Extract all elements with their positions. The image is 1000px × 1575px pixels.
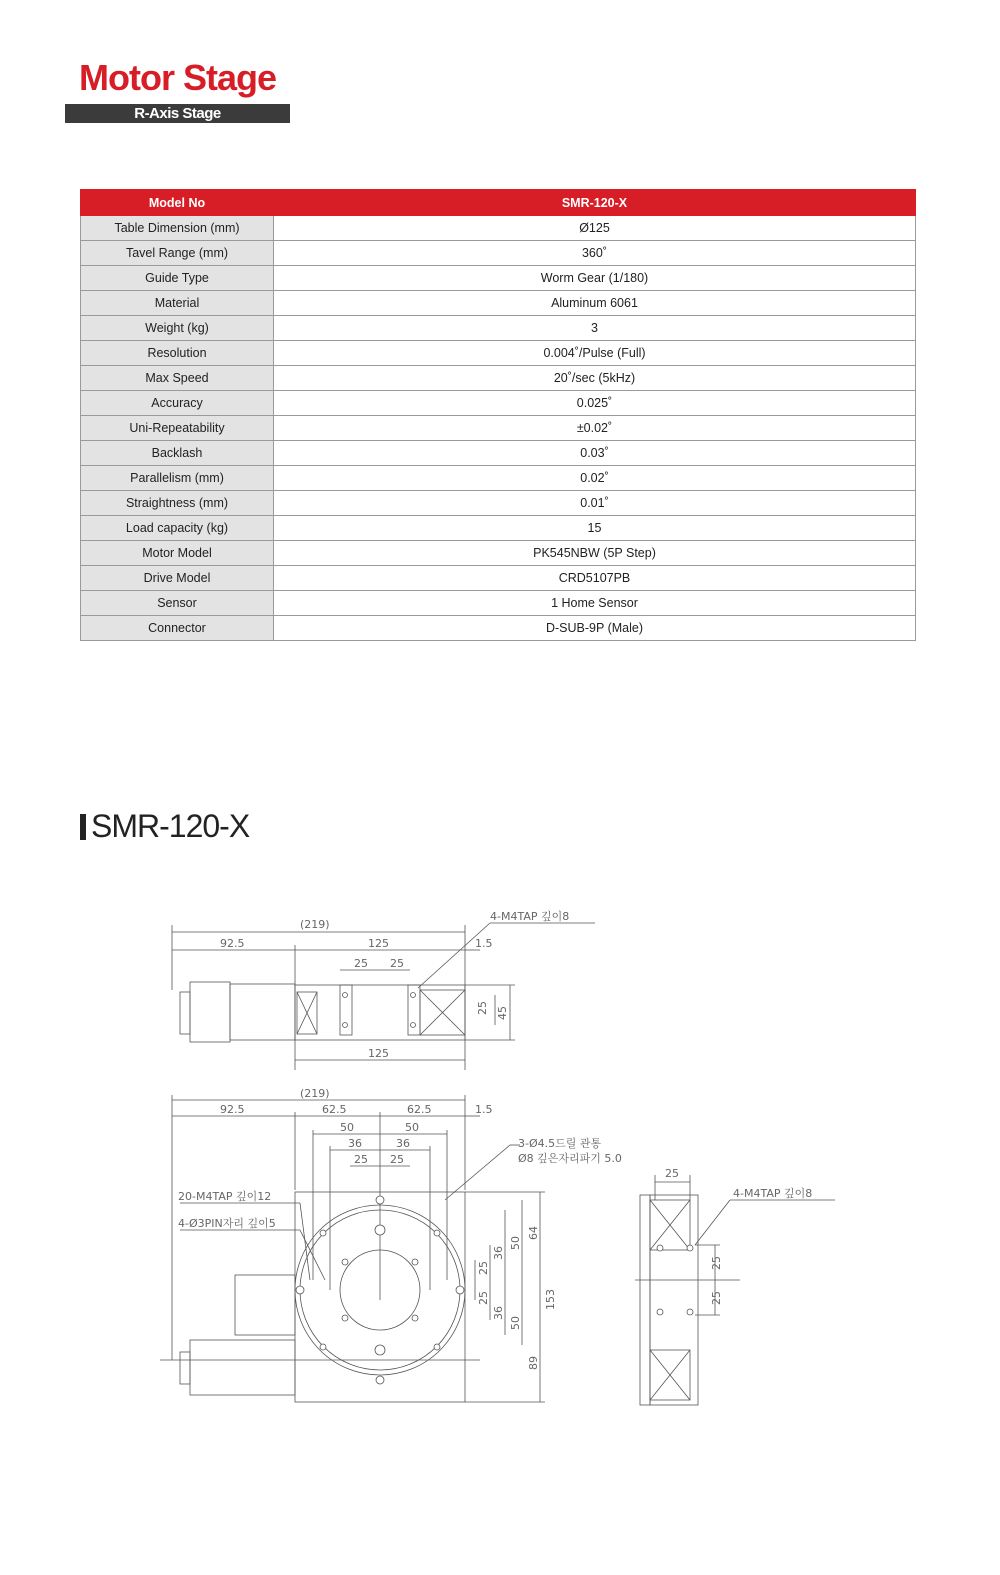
dim-label: 25 xyxy=(354,1153,368,1166)
row-value: Aluminum 6061 xyxy=(274,291,916,316)
row-label: Drive Model xyxy=(81,566,274,591)
note-label: 4-Ø3PIN자리 깊이5 xyxy=(178,1217,276,1230)
row-label: Guide Type xyxy=(81,266,274,291)
dim-label: 50 xyxy=(405,1121,419,1134)
row-value: PK545NBW (5P Step) xyxy=(274,541,916,566)
row-label: Material xyxy=(81,291,274,316)
dim-label: 36 xyxy=(396,1137,410,1150)
page-title: Motor Stage xyxy=(79,57,277,98)
dim-label: 36 xyxy=(492,1246,505,1260)
dim-label: (219) xyxy=(300,918,330,931)
table-row xyxy=(81,516,916,541)
header-value: SMR-120-X xyxy=(274,190,916,216)
dimension-labels xyxy=(178,909,812,1370)
dim-label: (219) xyxy=(300,1087,330,1100)
dim-label: 92.5 xyxy=(220,937,245,950)
table-row xyxy=(81,491,916,516)
row-label: Max Speed xyxy=(81,366,274,391)
note-label: 4-M4TAP 깊이8 xyxy=(733,1187,813,1200)
table-row xyxy=(81,391,916,416)
row-value: 1 Home Sensor xyxy=(274,591,916,616)
dim-label: 153 xyxy=(544,1289,557,1310)
row-label: Weight (kg) xyxy=(81,316,274,341)
row-label: Sensor xyxy=(81,591,274,616)
technical-drawing xyxy=(150,900,850,1420)
dim-label: 64 xyxy=(527,1226,540,1240)
dim-label: 50 xyxy=(509,1236,522,1250)
side-view xyxy=(635,1175,835,1405)
row-value: Worm Gear (1/180) xyxy=(274,266,916,291)
row-label: Motor Model xyxy=(81,541,274,566)
spec-table xyxy=(80,189,916,641)
row-value: 0.004˚/Pulse (Full) xyxy=(274,341,916,366)
table-row xyxy=(81,441,916,466)
dim-label: 36 xyxy=(492,1306,505,1320)
dim-label: 25 xyxy=(354,957,368,970)
dim-label: 125 xyxy=(368,1047,389,1060)
row-value: 0.03˚ xyxy=(274,441,916,466)
table-row xyxy=(81,616,916,641)
dim-label: 62.5 xyxy=(407,1103,432,1116)
dim-label: 25 xyxy=(477,1291,490,1305)
row-label: Load capacity (kg) xyxy=(81,516,274,541)
section-title-text: SMR-120-X xyxy=(91,808,250,844)
note-label: 4-M4TAP 깊이8 xyxy=(490,910,570,923)
dim-label: 62.5 xyxy=(322,1103,347,1116)
table-row xyxy=(81,541,916,566)
row-value: 20˚/sec (5kHz) xyxy=(274,366,916,391)
row-label: Uni-Repeatability xyxy=(81,416,274,441)
row-label: Table Dimension (mm) xyxy=(81,216,274,241)
section-marker xyxy=(80,814,86,840)
row-label: Tavel Range (mm) xyxy=(81,241,274,266)
dim-label: 1.5 xyxy=(475,937,493,950)
table-row xyxy=(81,241,916,266)
dim-label: 50 xyxy=(340,1121,354,1134)
table-row xyxy=(81,591,916,616)
table-row xyxy=(81,416,916,441)
row-value: 15 xyxy=(274,516,916,541)
dim-label: 25 xyxy=(710,1291,723,1305)
note-label: 3-Ø4.5드릴 관통 xyxy=(518,1137,602,1150)
dim-label: 1.5 xyxy=(475,1103,493,1116)
row-label: Backlash xyxy=(81,441,274,466)
dim-label: 25 xyxy=(390,957,404,970)
dim-label: 125 xyxy=(368,937,389,950)
table-row xyxy=(81,341,916,366)
table-row xyxy=(81,566,916,591)
dim-label: 25 xyxy=(477,1261,490,1275)
dim-label: 25 xyxy=(710,1256,723,1270)
header-label: Model No xyxy=(81,190,274,216)
table-row xyxy=(81,366,916,391)
row-label: Straightness (mm) xyxy=(81,491,274,516)
row-label: Parallelism (mm) xyxy=(81,466,274,491)
dim-label: 25 xyxy=(665,1167,679,1180)
row-value: 0.02˚ xyxy=(274,466,916,491)
row-value: 360˚ xyxy=(274,241,916,266)
dim-label: 25 xyxy=(476,1001,489,1015)
dim-label: 36 xyxy=(348,1137,362,1150)
row-value: 0.025˚ xyxy=(274,391,916,416)
table-row xyxy=(81,291,916,316)
row-label: Accuracy xyxy=(81,391,274,416)
dim-label: 89 xyxy=(527,1356,540,1370)
row-value: Ø125 xyxy=(274,216,916,241)
row-value: 3 xyxy=(274,316,916,341)
table-row xyxy=(81,216,916,241)
row-value: ±0.02˚ xyxy=(274,416,916,441)
note-label: 20-M4TAP 깊이12 xyxy=(178,1190,272,1203)
table-row xyxy=(81,316,916,341)
section-title xyxy=(80,806,249,846)
row-label: Resolution xyxy=(81,341,274,366)
row-value: 0.01˚ xyxy=(274,491,916,516)
dim-label: 92.5 xyxy=(220,1103,245,1116)
table-row xyxy=(81,266,916,291)
row-value: D-SUB-9P (Male) xyxy=(274,616,916,641)
dim-label: 50 xyxy=(509,1316,522,1330)
table-row xyxy=(81,466,916,491)
subtitle-bar: R-Axis Stage xyxy=(65,104,290,123)
row-label: Connector xyxy=(81,616,274,641)
dim-label: 45 xyxy=(496,1006,509,1020)
spec-table-header xyxy=(81,190,916,216)
note-label: Ø8 깊은자리파기 5.0 xyxy=(518,1152,622,1165)
dim-label: 25 xyxy=(390,1153,404,1166)
row-value: CRD5107PB xyxy=(274,566,916,591)
mounting-holes xyxy=(296,993,693,1385)
